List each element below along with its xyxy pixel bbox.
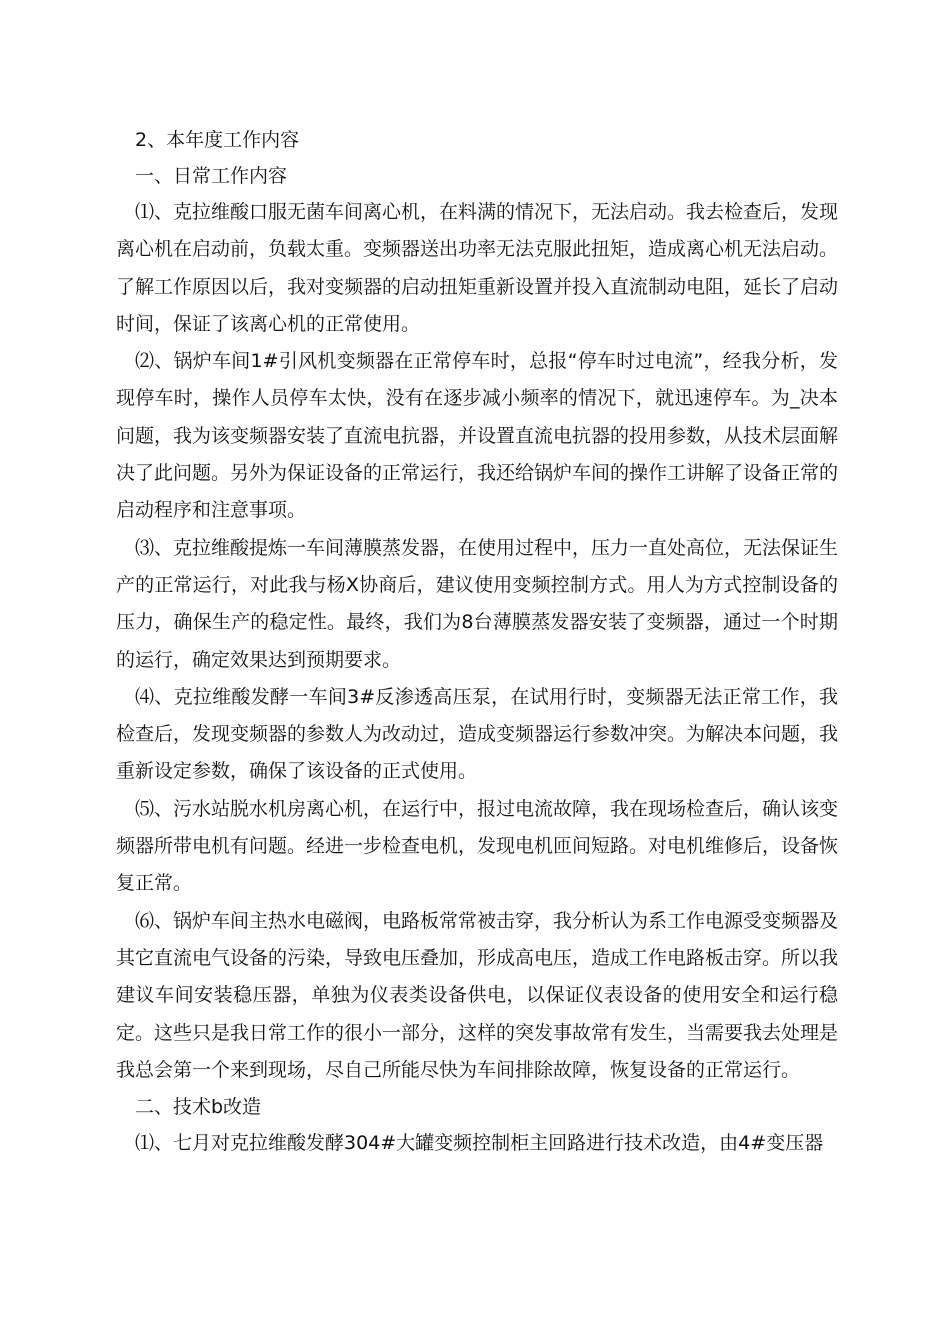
part2-title: 二、技术b改造 xyxy=(135,1096,262,1119)
paragraph-5: ⑸、污水站脱水机房离心机，在运行中，报过电流故障，我在现场检查后，确认该变频器所带电机有问题。经进一步检查电机，发现电机匝间短路。对电机维修后，设备恢复正常。 xyxy=(116,797,839,895)
section-title: 2、本年度工作内容 xyxy=(135,129,300,151)
part1-title: 一、日常工作内容 xyxy=(135,165,288,187)
paragraph-1: ⑴、克拉维酸口服无菌车间离心机，在料满的情况下，无法启动。我去检查后，发现离心机在启动前，负载太重。变频器送出功率无法克服此扭矩，造成离心机无法启动。了解工作原因以后，我对变频器的启动扭矩重新设置并投入直流制动电阻，延长了启动时间，保证了该离心机的正常使用。 xyxy=(116,201,839,335)
paragraph-2: ⑵、锅炉车间1#引风机变频器在正常停车时，总报“停车时过电流”，经我分析，发现停车时，操作人员停车太快，没有在逐步减小频率的情况下，就迅速停车。为_决本问题，我为该变频器安装了直流电抗器，并设置直流电抗器的投用参数，从技术层面解决了此问题。另外为保证设备的正常运行，我还给锅炉车间的操作工讲解了设备正常的启动程序和注意事项。 xyxy=(116,350,839,522)
paragraph-3: ⑶、克拉维酸提炼一车间薄膜蒸发器，在使用过程中，压力一直处高位，无法保证生产的正常运行，对此我与杨X协商后，建议使用变频控制方式。用人为方式控制设备的压力，确保生产的稳定性。最终，我们为8台薄膜蒸发器安装了变频器，通过一个时期的运行，确定效果达到预期要求。 xyxy=(116,536,839,671)
part2-paragraph-1: ⑴、七月对克拉维酸发酵304#大罐变频控制柜主回路进行技术改造，由4#变压器 xyxy=(135,1132,824,1155)
paragraph-6: ⑹、锅炉车间主热水电磁阀，电路板常常被击穿，我分析认为系工作电源受变频器及其它直流电气设备的污染，导致电压叠加，形成高电压，造成工作电路板击穿。所以我建议车间安装稳压器，单独为仪表类设备供电，以保证仪表设备的使用安全和运行稳定。这些只是我日常工作的很小一部分，这样的突发事故常有发生，当需要我去处理是我总会第一个来到现场，尽自己所能尽快为车间排除故障，恢复设备的正常运行。 xyxy=(116,909,839,1081)
paragraph-4: ⑷、克拉维酸发酵一车间3#反渗透高压泵，在试用行时，变频器无法正常工作，我检查后，发现变频器的参数人为改动过，造成变频器运行参数冲突。为解决本问题，我重新设定参数，确保了该设备的正式使用。 xyxy=(116,685,839,783)
document-body xyxy=(116,122,838,1162)
